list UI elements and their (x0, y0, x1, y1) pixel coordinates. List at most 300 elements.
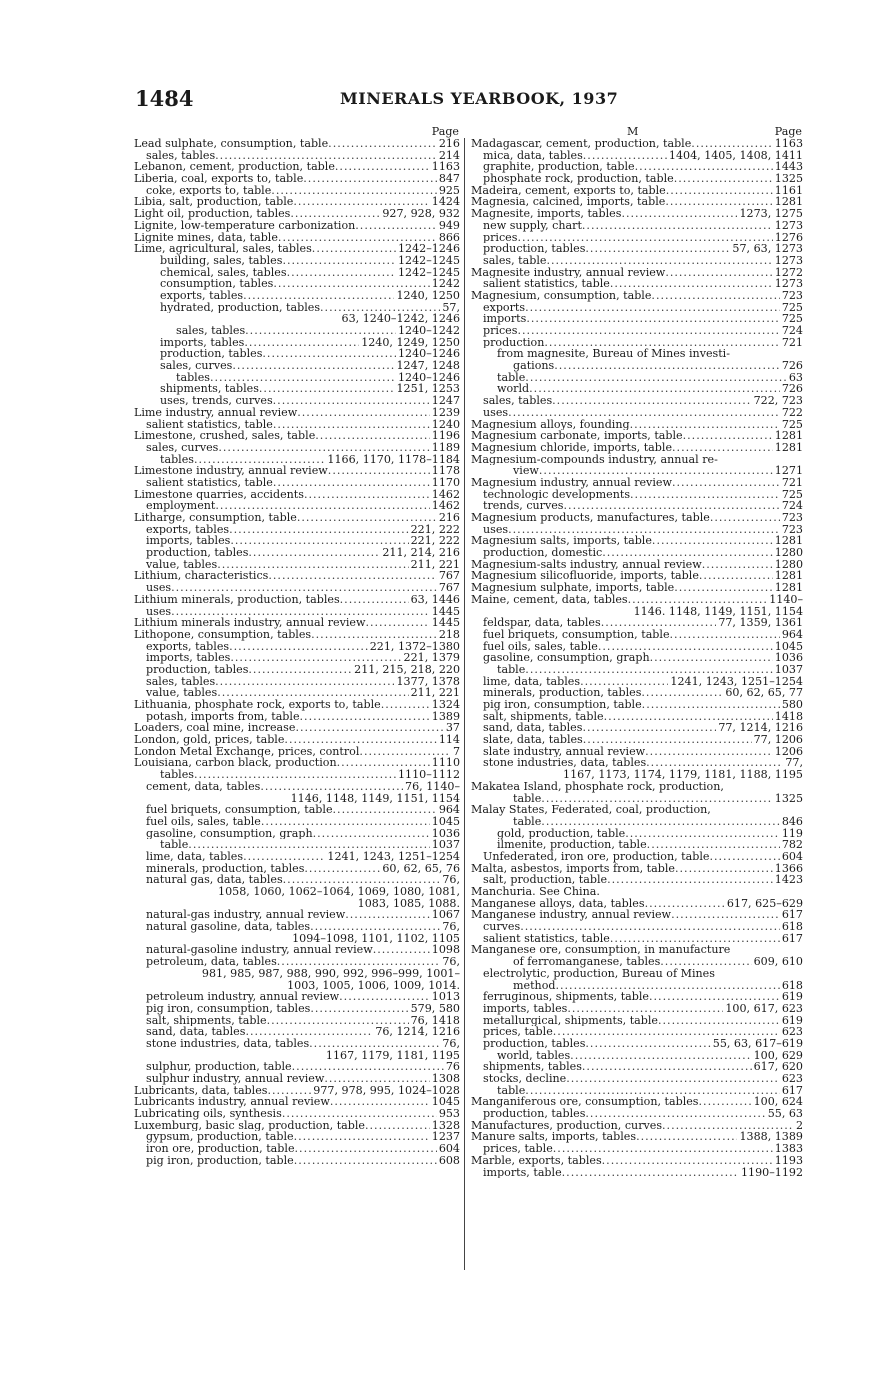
entry-pages: 1271 (774, 465, 803, 477)
entry-pages: 218 (438, 628, 460, 641)
entry-text: building, sales, tables (160, 254, 283, 267)
entry-pages: 1445 (431, 617, 460, 629)
index-entry (467, 325, 803, 337)
entry-pages: 76, (442, 956, 460, 968)
index-entry (130, 454, 460, 466)
index-entry (467, 921, 803, 933)
dot-leader (546, 255, 772, 267)
entry-text: electrolytic, production, Bureau of Mines (483, 967, 715, 980)
entry-pages: 782 (781, 839, 803, 851)
dot-leader (171, 606, 430, 618)
entry-pages: 1242 (431, 278, 460, 290)
entry-pages: 1383 (774, 1143, 803, 1155)
index-entry (467, 933, 803, 945)
entry-pages: 1110–1112 (397, 769, 460, 781)
entry-pages: 726 (781, 383, 803, 396)
entry-text: stone industries, data, tables (146, 1037, 310, 1050)
entry-text: exports, tables (146, 523, 230, 536)
entry-pages: 221, 1372–1380 (369, 640, 460, 653)
index-entry (130, 243, 460, 255)
entry-pages: 1037 (774, 663, 803, 676)
dot-leader (662, 1120, 794, 1132)
entry-pages: 60, 62, 65, 77 (725, 687, 803, 699)
dot-leader (710, 512, 780, 524)
dot-leader (602, 1155, 773, 1167)
entry-pages: 57, (442, 301, 460, 314)
index-entry-continuation (130, 886, 460, 898)
entry-text: gasoline, consumption, graph (483, 652, 650, 664)
dot-leader (658, 1015, 780, 1027)
entry-pages: 1067 (431, 909, 460, 922)
dot-leader (283, 874, 441, 886)
dot-leader (229, 641, 368, 653)
entry-text: Magnesium carbonate, imports, table (471, 430, 683, 442)
index-entry (130, 173, 460, 185)
entry-text: gold, production, table (497, 827, 626, 840)
index-entry (467, 1050, 803, 1062)
index-entry (130, 477, 460, 489)
dot-leader (665, 267, 772, 279)
index-entry (130, 699, 460, 711)
column-header (130, 126, 460, 138)
dot-leader (297, 407, 430, 419)
column-divider (464, 138, 465, 1270)
index-entry (130, 641, 460, 653)
dot-leader (647, 839, 780, 851)
index-entry (130, 489, 460, 501)
entry-text: sulphur, production, table (146, 1061, 292, 1073)
dot-leader (259, 383, 395, 395)
index-entry (467, 372, 803, 384)
entry-text: consumption, tables (160, 278, 274, 290)
dot-leader (699, 570, 773, 582)
index-entry (467, 395, 803, 407)
entry-pages: 119 (781, 827, 803, 840)
entry-text: imports, tables (483, 1002, 568, 1015)
entry-pages: 1251, 1253 (396, 383, 460, 396)
entry-pages: 722, 723 (753, 395, 803, 407)
dot-leader (665, 196, 772, 208)
entry-text: natural gasoline, data, tables (146, 921, 311, 933)
index-entry (130, 138, 460, 150)
dot-leader (287, 267, 396, 279)
dot-leader (243, 290, 394, 302)
entry-pages: 1196 (431, 430, 460, 442)
entry-text: table (513, 815, 542, 828)
entry-text: Litharge, consumption, table (134, 512, 297, 524)
entry-text: Manchuria. See China. (471, 886, 600, 898)
dot-leader (232, 360, 394, 372)
dot-leader (230, 652, 401, 664)
index-entry (130, 921, 460, 933)
dot-leader (268, 570, 436, 582)
entry-text: natural-gasoline industry, annual review (146, 944, 373, 957)
entry-text: Magnesium products, manufactures, table (471, 512, 710, 524)
dot-leader (304, 489, 430, 501)
entry-text: uses (146, 605, 172, 618)
entry-text: stone industries, data, tables (483, 757, 647, 770)
entry-text: prices (483, 231, 518, 244)
entry-pages: 1418 (774, 710, 803, 723)
entry-text: prices (483, 325, 518, 337)
entry-text: Madagascar, cement, production, table (471, 138, 692, 150)
entry-pages: 721 (781, 476, 803, 489)
dot-leader (310, 1003, 408, 1015)
entry-text: gasoline, consumption, graph (146, 827, 313, 840)
dot-leader (625, 828, 780, 840)
index-entry (130, 465, 460, 477)
entry-text: ilmenite, production, table (497, 839, 647, 851)
dot-leader (517, 325, 779, 337)
dot-leader (554, 360, 780, 372)
index-entry (467, 839, 803, 851)
dot-leader (683, 430, 773, 442)
column-header (467, 126, 803, 138)
entry-text: uses (146, 582, 172, 594)
dot-leader (330, 1096, 430, 1108)
dot-leader (670, 629, 780, 641)
index-entry (130, 909, 460, 921)
index-entry (130, 150, 460, 162)
dot-leader (671, 909, 780, 921)
entry-text: from magnesite, Bureau of Mines investi- (497, 348, 730, 361)
entry-pages: 1281 (774, 570, 803, 583)
index-entry (467, 489, 803, 501)
entry-text: imports, tables (146, 652, 231, 664)
entry-pages: 927, 928, 932 (382, 208, 460, 220)
entry-pages: 1308 (431, 1073, 460, 1085)
entry-pages: 1240, 1250 (396, 289, 460, 302)
entry-pages: 1045 (431, 1096, 460, 1109)
page-column-label: Page (431, 125, 459, 138)
entry-text: Manufactures, production, curves (471, 1119, 663, 1132)
entry-pages: 1247, 1248 (396, 360, 460, 372)
entry-pages: 1242–1246 (397, 243, 460, 255)
dot-leader (691, 138, 772, 150)
entry-pages: 726 (781, 360, 803, 372)
entry-text: feldspar, data, tables (483, 617, 601, 629)
index-entry (467, 828, 803, 840)
index-entry (130, 372, 460, 384)
entry-pages: 76, (442, 874, 460, 886)
entry-pages: 1037 (431, 839, 460, 851)
index-entry (130, 360, 460, 372)
index-entry (130, 290, 460, 302)
entry-pages: 617 (781, 909, 803, 922)
entry-text: Magnesium industry, annual review (471, 476, 672, 489)
entry-pages: 1146. 1148, 1149, 1151, 1154 (633, 605, 803, 618)
entry-text: curves (483, 921, 521, 933)
entry-text: Magnesia, calcined, imports, table (471, 196, 666, 209)
entry-pages: 608 (438, 1154, 460, 1167)
entry-text: minerals, production, tables (483, 687, 642, 699)
entry-text: world (497, 383, 530, 396)
index-entry-continuation (467, 769, 803, 781)
entry-pages: 216 (438, 512, 460, 524)
entry-text: phosphate rock, production, table (483, 173, 674, 185)
dot-leader (580, 676, 668, 688)
entry-pages: 1241, 1243, 1251–1254 (670, 675, 803, 688)
entry-text: Magnesium sulphate, imports, table (471, 582, 675, 594)
dot-leader (566, 1073, 780, 1085)
entry-pages: 100, 624 (753, 1096, 803, 1109)
entry-text: Lime, agricultural, sales, tables (134, 243, 312, 255)
entry-pages: 221, 222 (410, 535, 460, 548)
entry-pages: 1389 (431, 710, 460, 723)
dot-leader (651, 290, 779, 302)
dot-leader (295, 722, 443, 734)
dot-leader (583, 150, 667, 162)
index-entry (467, 185, 803, 197)
entry-text: Magnesium silicofluoride, imports, table (471, 570, 699, 583)
entry-text: fuel briquets, consumption, table (146, 804, 333, 816)
entry-text: sales, tables (146, 675, 216, 688)
index-entry (130, 161, 460, 173)
dot-leader (215, 150, 437, 162)
dot-leader (541, 816, 780, 828)
index-entry (130, 676, 460, 688)
page-number: 1484 (135, 86, 194, 111)
entry-pages: 1377, 1378 (396, 675, 460, 688)
entry-text: prices, table (483, 1143, 553, 1155)
entry-text: salient statistics, table (146, 476, 273, 489)
dot-leader (210, 372, 396, 384)
entry-pages: 1237 (431, 1131, 460, 1144)
entry-pages: 1161 (774, 184, 803, 197)
entry-text: hydrated, production, tables (160, 301, 321, 314)
dot-leader (552, 395, 751, 407)
entry-pages: 211, 214, 216 (382, 547, 460, 559)
index-entry (467, 816, 803, 828)
dot-leader (295, 1143, 437, 1155)
index-entry (467, 652, 803, 664)
dot-leader (333, 804, 437, 816)
entry-pages: 1242–1245 (397, 254, 460, 267)
entry-text: Magnesium alloys, founding (471, 418, 630, 431)
entry-pages: 1328 (431, 1119, 460, 1132)
index-entry (130, 1155, 460, 1167)
index-entry (467, 641, 803, 653)
dot-leader (215, 676, 394, 688)
entry-pages: 76, (442, 921, 460, 933)
index-entry (467, 138, 803, 150)
entry-text: new supply, chart (483, 219, 582, 232)
entry-pages: 725 (781, 301, 803, 314)
index-entry (467, 348, 803, 360)
dot-leader (215, 500, 429, 512)
entry-pages: 37 (445, 722, 460, 735)
index-entry (467, 477, 803, 489)
entry-pages: 211, 221 (410, 687, 460, 699)
entry-text: slate industry, annual review (483, 745, 646, 758)
dot-leader (340, 594, 409, 606)
entry-text: natural-gas industry, annual review (146, 909, 346, 922)
entry-pages: 1247 (431, 395, 460, 407)
dot-leader (273, 419, 430, 431)
entry-text: slate, data, tables (483, 734, 583, 746)
entry-pages: 1388, 1389 (739, 1131, 803, 1144)
entry-text: employment (146, 500, 216, 512)
entry-pages: 977, 978, 995, 1024–1028 (313, 1084, 460, 1097)
index-entry (130, 220, 460, 232)
index-entry (467, 500, 803, 512)
dot-leader (245, 1026, 373, 1038)
dot-leader (243, 851, 325, 863)
index-entry (467, 722, 803, 734)
entry-text: pig iron, consumption, tables (146, 1002, 311, 1015)
entry-pages: 1146, 1148, 1149, 1151, 1154 (290, 792, 460, 805)
index-entry (130, 325, 460, 337)
index-entry (467, 512, 803, 524)
entry-text: Malay States, Federated, coal, production, (471, 804, 711, 816)
index-column-left (130, 126, 460, 1167)
entry-text: salt, shipments, table (483, 710, 604, 723)
index-entry (130, 1015, 460, 1027)
entry-text: sales, tables (146, 149, 216, 162)
dot-leader (520, 921, 780, 933)
index-entry (130, 267, 460, 279)
index-entry (130, 851, 460, 863)
entry-pages: 725 (781, 418, 803, 431)
entry-pages: 580 (781, 699, 803, 711)
dot-leader (290, 208, 380, 220)
entry-pages: 1163 (774, 138, 803, 150)
entry-pages: 1206 (774, 745, 803, 758)
entry-pages: 76, 1140– (405, 780, 460, 793)
entry-pages: 1110 (431, 757, 460, 770)
entry-pages: 619 (781, 1014, 803, 1027)
index-entry (467, 407, 803, 419)
dot-leader (628, 594, 768, 606)
index-entry (130, 863, 460, 875)
entry-pages: 1325 (774, 792, 803, 805)
index-entry (130, 570, 460, 582)
dot-leader (293, 196, 429, 208)
index-entry (130, 816, 460, 828)
entry-pages: 724 (781, 500, 803, 512)
entry-text: tables (160, 769, 194, 781)
entry-pages: 100, 629 (753, 1049, 803, 1062)
entry-pages: 76 (445, 1061, 460, 1073)
dot-leader (267, 1085, 311, 1097)
entry-pages: 1013 (431, 991, 460, 1003)
index-entry (467, 535, 803, 547)
dot-leader (262, 348, 396, 360)
index-entry (130, 594, 460, 606)
dot-leader (601, 617, 717, 629)
entry-pages: 1281 (774, 196, 803, 209)
index-entry (130, 629, 460, 641)
dot-leader (335, 161, 430, 173)
index-entry (467, 793, 803, 805)
entry-text: fuel oils, sales, table (483, 640, 598, 653)
dot-leader (525, 372, 787, 384)
entry-pages: 1190–1192 (740, 1166, 803, 1179)
index-entry (467, 757, 803, 769)
dot-leader (508, 407, 780, 419)
index-entry (130, 991, 460, 1003)
index-entry (467, 547, 803, 559)
index-entry (467, 430, 803, 442)
entry-pages: 77, 1359, 1361 (718, 617, 803, 629)
entry-text: Magnesium-salts industry, annual review (471, 558, 702, 571)
entry-text: salient statistics, table (483, 932, 610, 945)
entry-text: Loaders, coal mine, increase (134, 722, 296, 735)
entry-text: Makatea Island, phosphate rock, production, (471, 780, 724, 793)
entry-text: iron ore, production, table (146, 1143, 295, 1155)
dot-leader (278, 232, 437, 244)
entry-text: Lithium minerals, production, tables (134, 593, 340, 606)
dot-leader (585, 1108, 765, 1120)
entry-text: Libia, salt, production, table (134, 196, 294, 209)
entry-pages: 1094–1098, 1101, 1102, 1105 (292, 932, 460, 945)
entry-pages: 57, 63, 1273 (732, 243, 803, 255)
index-entry (467, 1155, 803, 1167)
index-entry (467, 337, 803, 349)
dot-leader (666, 185, 773, 197)
entry-text: table (497, 371, 526, 384)
entry-pages: 77, 1214, 1216 (718, 722, 803, 735)
index-entry (467, 524, 803, 536)
entry-text: coke, exports to, table (146, 184, 272, 197)
entry-text: petroleum industry, annual review (146, 991, 340, 1003)
dot-leader (320, 302, 440, 314)
entry-pages: 617, 625–629 (726, 897, 803, 910)
index-entry (467, 243, 803, 255)
index-entry (130, 1003, 460, 1015)
entry-text: imports, tables (160, 336, 245, 349)
entry-text: table (160, 839, 189, 851)
dot-leader (328, 138, 437, 150)
dot-leader (541, 793, 772, 805)
index-entry (467, 956, 803, 968)
index-entry (467, 208, 803, 220)
entry-pages: 617 (781, 1084, 803, 1097)
entry-pages: 1140– (769, 593, 803, 606)
index-entry (467, 267, 803, 279)
entry-text: prices, table (483, 1026, 553, 1038)
dot-leader (517, 232, 772, 244)
entry-pages: 725 (781, 488, 803, 501)
entry-pages: 1166, 1170, 1178–1184 (327, 453, 460, 466)
index-entry (467, 419, 803, 431)
entry-text: exports (483, 301, 526, 314)
entry-pages: 1276 (774, 231, 803, 244)
entry-pages: 604 (781, 850, 803, 863)
index-entry (467, 980, 803, 992)
entry-text: Limestone industry, annual review (134, 465, 328, 477)
dot-leader (526, 313, 780, 325)
entry-text: stocks, decline (483, 1073, 567, 1085)
dot-leader (553, 1143, 773, 1155)
dot-leader (248, 664, 352, 676)
entry-pages: 723 (781, 289, 803, 302)
entry-text: salient statistics, table (483, 278, 610, 290)
dot-leader (709, 851, 779, 863)
dot-leader (674, 173, 773, 185)
dot-leader (312, 243, 396, 255)
entry-pages: 7 (452, 745, 460, 758)
index-entry (130, 664, 460, 676)
entry-text: Light oil, production, tables (134, 208, 291, 220)
entry-pages: 63 (788, 371, 803, 384)
entry-pages: 1167, 1179, 1181, 1195 (325, 1049, 460, 1062)
entry-pages: 1273 (774, 254, 803, 267)
dot-leader (294, 1155, 437, 1167)
entry-pages: 221, 222 (410, 523, 460, 536)
entry-text: gations (513, 360, 555, 372)
entry-pages: 767 (438, 570, 460, 583)
